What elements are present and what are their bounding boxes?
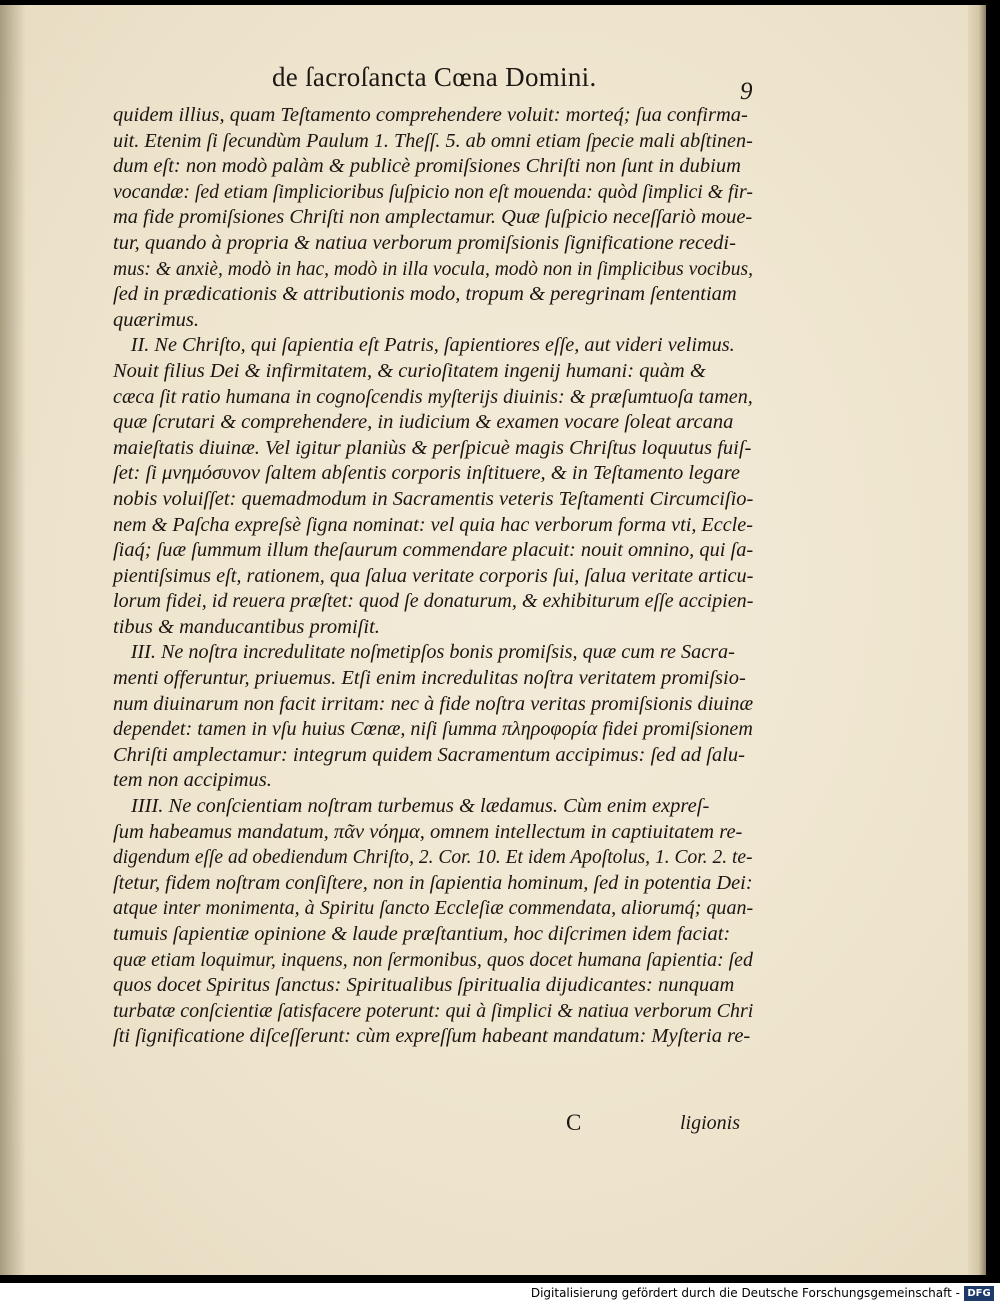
catchword: ligionis xyxy=(680,1112,741,1134)
text-line: quidem illius, quam Teſtamento comprehendere voluit: morteq́; ſua confirma- xyxy=(113,104,748,126)
text-line: tem non accipimus. xyxy=(113,769,272,792)
paragraph xyxy=(113,640,753,794)
text-line: turbatæ conſcientiæ ſatisfacere poterunt: qui à ſimplici & natiua verborum Chri xyxy=(113,999,754,1022)
page-gutter-shadow xyxy=(0,5,26,1275)
text-line: ſet: ſi μνημόσυνον ſaltem abſentis corporis inſtituere, & in Teſtamento legare xyxy=(113,462,741,485)
funding-notice: Digitalisierung gefördert durch die Deutsche Forschungsgemeinschaft - xyxy=(530,1286,960,1300)
signature-mark: C xyxy=(566,1110,582,1135)
text-line: II. Ne Chriſto, qui ſapientia eſt Patris, ſapientiores eſſe, aut videri velimus. xyxy=(130,334,735,357)
text-line: tibus & manducantibus promiſit. xyxy=(113,615,380,638)
text-line: nem & Paſcha expreſsè ſigna nominat: vel quia hac verborum forma vti, Eccle- xyxy=(113,513,753,536)
page-header xyxy=(272,62,772,105)
dfg-logo: DFG xyxy=(964,1286,994,1301)
text-line: quos docet Spiritus ſanctus: Spiritualibus ſpiritualia dijudicantes: nunquam xyxy=(113,974,735,997)
text-line: num diuinarum non facit irritam: nec à fide noſtra veritas promiſsionis diuinæ xyxy=(113,692,754,715)
text-line: ſum habeamus mandatum, πᾶν νόημα, omnem intellectum in captiuitatem re- xyxy=(113,820,743,843)
text-line: lorum fidei, id reuera præſtet: quod ſe donaturum, & exhibiturum eſſe accipien- xyxy=(113,590,754,613)
funding-bar xyxy=(0,1283,1000,1305)
text-line: digendum eſſe ad obediendum Chriſto, 2. Cor. 10. Et idem Apoſtolus, 1. Cor. 2. te- xyxy=(113,846,753,869)
text-line: uit. Etenim ſi ſecundùm Paulum 1. Theſſ. 5. ab omni etiam ſpecie mali abſtinen- xyxy=(113,129,753,152)
paragraph xyxy=(113,103,753,333)
text-line: mus: & anxiè, modò in hac, modò in illa vocula, modò non in ſimplicibus vocibus, xyxy=(113,257,754,280)
paragraph xyxy=(113,794,753,1050)
text-line: dependet: tamen in vſu huius Cœnæ, niſi ſumma πληροφορία fidei promiſsionem xyxy=(113,718,753,741)
text-line: ſed in prædicationis & attributionis modo, tropum & peregrinam ſententiam xyxy=(113,283,737,306)
text-line: ſiaq́; ſuæ ſummum illum theſaurum commendare placuit: nouit omnino, qui ſa- xyxy=(113,539,754,562)
text-line: atque inter monimenta, à Spiritu ſancto Eccleſiæ commendata, aliorumq́; quan- xyxy=(113,897,754,920)
text-line: tur, quando à propria & natiua verborum promiſsionis ſignificatione recedi- xyxy=(113,231,736,254)
text-line: dum eſt: non modò palàm & publicè promiſsiones Chriſti non ſunt in dubium xyxy=(113,155,741,178)
text-line: maieſtatis diuinæ. Vel igitur planiùs & perſpicuè magis Chriſtus loquutus fuiſ- xyxy=(113,436,752,459)
text-line: quærimus. xyxy=(113,308,200,331)
body-text xyxy=(113,103,753,1050)
text-line: tumuis ſapientiæ opinione & laude præſtantium, hoc diſcrimen idem faciat: xyxy=(113,923,731,945)
text-line: vocandæ: ſed etiam ſimplicioribus ſuſpicio non eſt mouenda: quòd ſimplici & fir- xyxy=(113,180,753,203)
paragraph xyxy=(113,333,753,640)
running-head: de ſacroſancta Cœna Domini. xyxy=(272,62,597,92)
text-line: pientiſsimus eſt, rationem, qua ſalua veritate corporis ſui, ſalua veritate articu- xyxy=(113,564,754,587)
page-edge xyxy=(968,5,986,1275)
page-number: 9 xyxy=(740,78,753,105)
text-line: ſtetur, fidem noſtram conſiſtere, non in ſapientia hominum, ſed in potentia Dei: xyxy=(113,871,753,894)
text-line: nobis voluiſſet: quemadmodum in Sacramentis veteris Teſtamenti Circumciſio- xyxy=(113,487,754,510)
text-line: Chriſti amplectamur: integrum quidem Sacramentum accipimus: ſed ad ſalu- xyxy=(113,743,745,766)
text-line: III. Ne noſtra incredulitate noſmetipſos bonis promiſsis, quæ cum re Sacra- xyxy=(130,641,735,664)
text-line: Nouit filius Dei & infirmitatem, & curioſitatem ingenij humani: quàm & xyxy=(113,359,706,382)
text-line: menti offeruntur, priuemus. Etſi enim incredulitas noſtra veritatem promiſsio- xyxy=(113,667,746,690)
text-line: quæ ſcrutari & comprehendere, in iudicium & examen vocare ſoleat arcana xyxy=(113,411,734,434)
text-line: ſti ſignificatione diſceſſerunt: cùm expreſſum habeant mandatum: Myſteria re- xyxy=(113,1025,751,1048)
text-line: ma fide promiſsiones Chriſti non amplectamur. Quæ ſuſpicio neceſſariò moue- xyxy=(113,206,753,229)
text-line: IIII. Ne conſcientiam noſtram turbemus & lædamus. Cùm enim expreſ- xyxy=(131,795,710,818)
text-line: cæca ſit ratio humana in cognoſcendis myſterijs diuinis: & præſumtuoſa tamen, xyxy=(113,385,753,408)
text-line: quæ etiam loquimur, inquens, non ſermonibus, quos docet humana ſapientia: ſed xyxy=(113,948,753,971)
